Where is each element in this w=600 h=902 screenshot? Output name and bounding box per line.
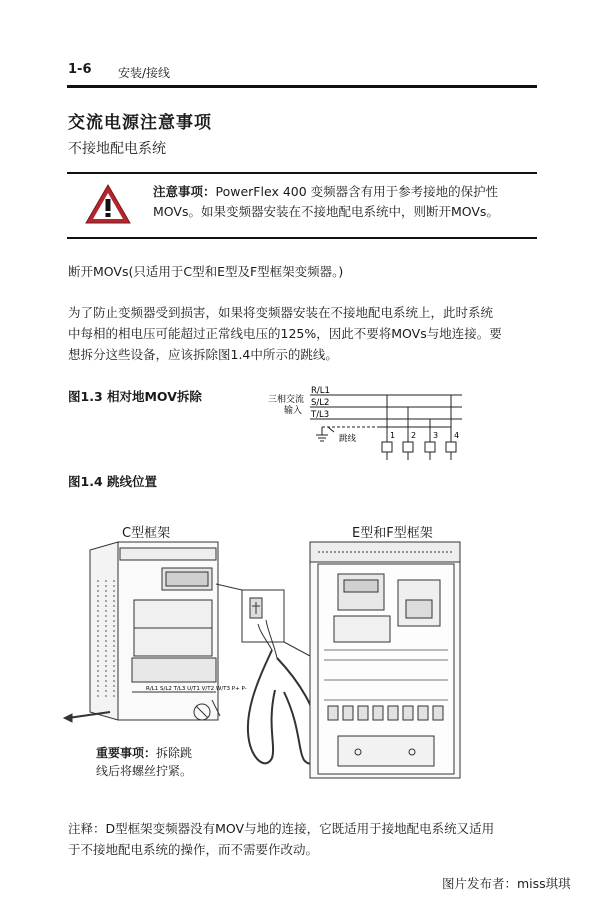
ef-frame-title: E型和F型框架 <box>352 526 433 541</box>
mov-number-4: 4 <box>454 431 460 440</box>
terminal-label: R/L1 S/L2 T/L3 U/T1 V/T2 W/T3 P+ P- <box>146 686 247 692</box>
paragraph-line: 想拆分这些设备，应该拆除图1.4中所示的跳线。 <box>68 347 338 362</box>
note-paragraph <box>68 818 540 860</box>
mov-number-3: 3 <box>433 431 439 440</box>
attention-top-rule <box>67 172 537 174</box>
paragraph-disconnect-movs: 断开MOVs(只适用于C型和E型及F型框架变频器。) <box>68 264 344 279</box>
header-rule <box>67 85 537 88</box>
important-line1: 拆除跳 <box>156 746 193 760</box>
input-label-2: 输入 <box>284 406 303 416</box>
ef-frame-drive <box>310 542 460 778</box>
input-label-1: 三相交流 <box>268 395 305 405</box>
attention-bottom-rule <box>67 237 537 239</box>
c-frame-title: C型框架 <box>122 526 171 541</box>
paragraph-protection <box>68 302 540 365</box>
figure-1-4-label: 图1.4 跳线位置 <box>68 474 157 489</box>
paragraph-line: 中每相的相电压可能超过正常线电压的125%，因此不要将MOVs与地连接。要 <box>68 326 502 341</box>
attention-line2: MOVs。如果变频器安装在不接地配电系统中，则断开MOVs。 <box>153 204 499 219</box>
section-title: 安装/接线 <box>118 66 171 80</box>
note-line: 于不接地配电系统的操作，而不需要作改动。 <box>68 842 319 857</box>
important-label: 重要事项： <box>96 746 157 760</box>
phase-label-r: R/L1 <box>311 386 330 396</box>
page-number: 1-6 <box>68 62 92 77</box>
jumper-callout <box>216 584 320 764</box>
figure-1-3-label: 图1.3 相对地MOV拆除 <box>68 389 202 404</box>
important-note <box>96 744 246 780</box>
mov-number-1: 1 <box>390 431 396 440</box>
paragraph-line: 为了防止变频器受到损害，如果将变频器安装在不接地配电系统上，此时系统 <box>68 305 494 320</box>
c-frame-drive <box>64 542 220 722</box>
attention-label: 注意事项： <box>153 184 216 199</box>
sub-heading: 不接地配电系统 <box>68 141 166 157</box>
important-line2: 线后将螺丝拧紧。 <box>96 764 193 778</box>
main-heading: 交流电源注意事项 <box>68 113 212 133</box>
image-credit: 图片发布者：miss琪琪 <box>442 876 571 891</box>
attention-line1: PowerFlex 400 变频器含有用于参考接地的保护性 <box>215 184 499 199</box>
jumper-label: 跳线 <box>339 434 357 444</box>
attention-text <box>153 182 541 222</box>
phase-label-s: S/L2 <box>311 398 330 408</box>
mov-number-2: 2 <box>411 431 417 440</box>
mov-schematic <box>262 380 472 465</box>
note-line: 注释：D型框架变频器没有MOV与地的连接，它既适用于接地配电系统又适用 <box>68 821 495 836</box>
phase-label-t: T/L3 <box>311 410 330 420</box>
warning-icon <box>84 183 132 225</box>
